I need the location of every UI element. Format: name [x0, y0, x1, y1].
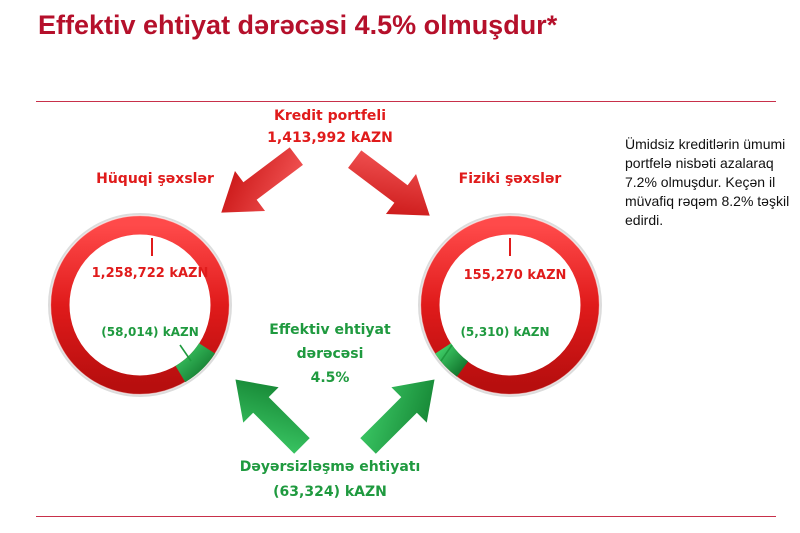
- individuals-reserve: (5,310) kAZN: [460, 325, 550, 339]
- effective-rate-line2: dərəcəsi: [296, 346, 364, 362]
- slide-title: Effektiv ehtiyat dərəcəsi 4.5% olmuşdur*: [38, 10, 558, 40]
- individuals-label: Fiziki şəxslər: [458, 171, 562, 187]
- bottom-divider: [36, 516, 776, 517]
- individuals-reserve-segment: [443, 348, 463, 369]
- legal-entities-loans: 1,258,722 kAZN: [91, 266, 209, 281]
- portfolio-label: Kredit portfeli: [273, 108, 387, 124]
- legal-reserve-tick: [180, 345, 191, 361]
- effective-rate-line1: Effektiv ehtiyat: [269, 322, 391, 338]
- side-note: Ümidsiz kreditlərin ümumi portfelə nisbəti azalaraq 7.2% olmuşdur. Keçən il müvafiq rəqəm 8.2% təşkil edirdi.: [625, 136, 790, 228]
- legal-entities-reserve: (58,014) kAZN: [101, 325, 199, 339]
- individuals-loans: 155,270 kAZN: [463, 268, 567, 283]
- effective-rate-value: 4.5%: [310, 370, 350, 386]
- impairment-value: (63,324) kAZN: [273, 484, 387, 500]
- arrow-to-individuals: [340, 139, 445, 236]
- portfolio-value: 1,413,992 kAZN: [267, 130, 393, 146]
- impairment-label: Dəyərsizləşmə ehtiyatı: [239, 459, 421, 475]
- legal-entities-label: Hüquqi şəxslər: [96, 171, 214, 187]
- legal-entities-ring: [51, 216, 230, 395]
